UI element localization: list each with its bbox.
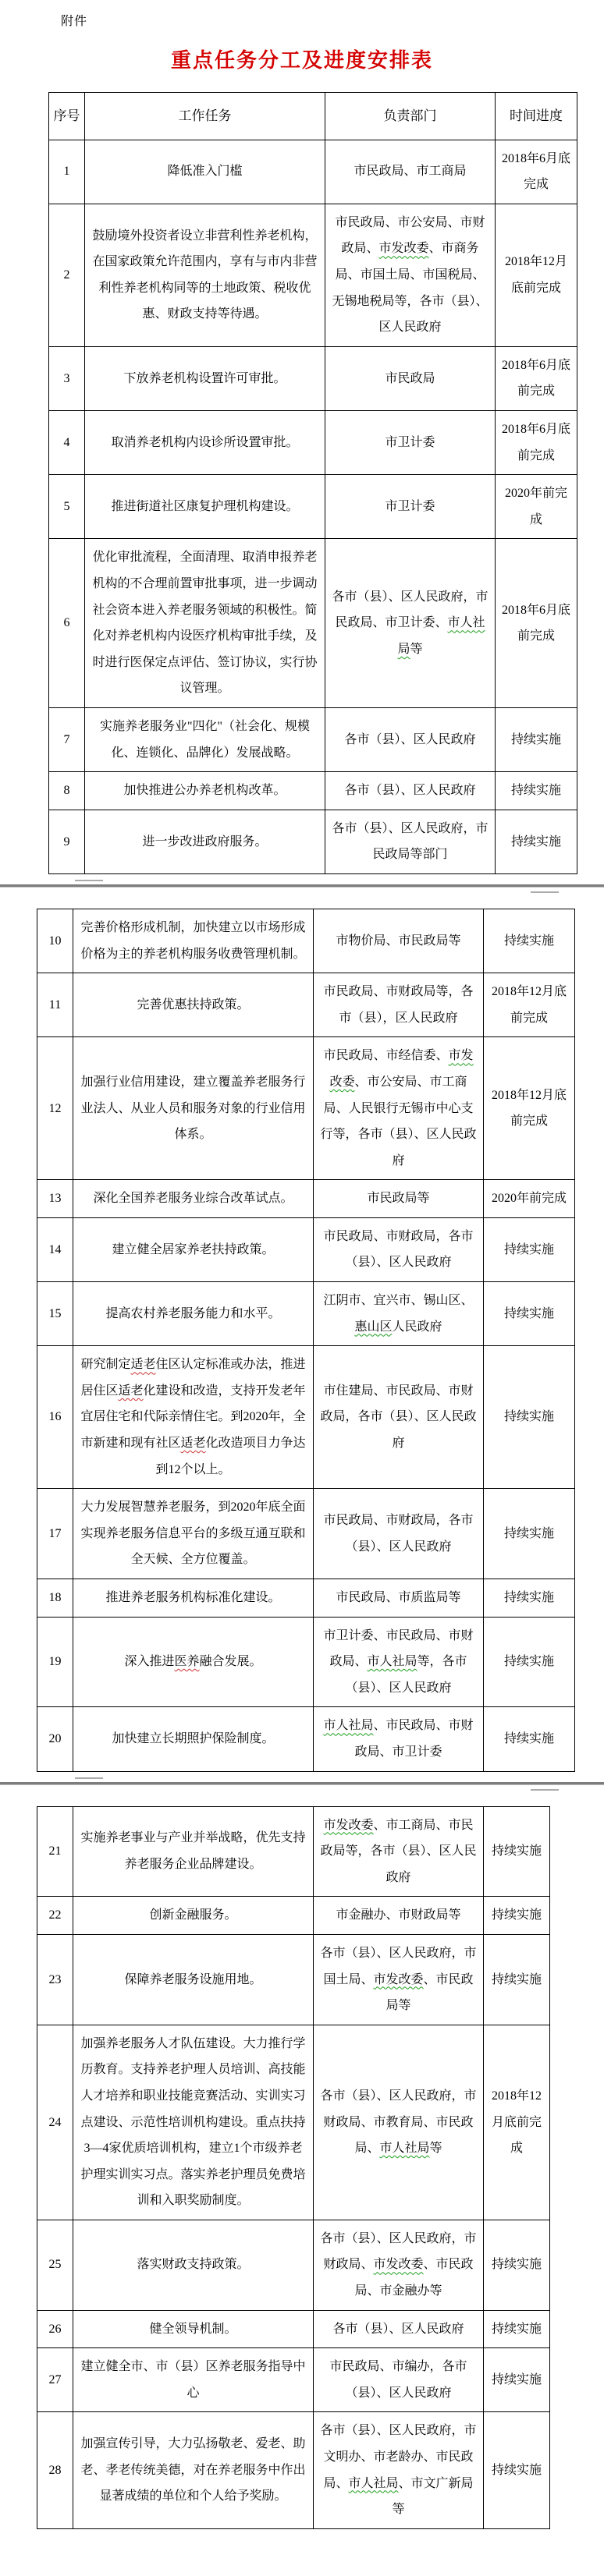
- row-dept-cell: 各市（县）、区人民政府，市民政局、市卫计委、市人社局等: [325, 539, 496, 708]
- row-dept-cell: 市卫计委、市民政局、市财政局、市人社局等，各市（县）、区人民政府: [314, 1617, 484, 1707]
- row-time-cell: 2020年前完成: [496, 475, 577, 539]
- row-task-cell: 优化审批流程，全面清理、取消申报养老机构的不合理前置审批事项，进一步调动社会资本进入养老服务领域的积极性。简化对养老机构内设医疗机构审批手续，及时进行医保定点评估、签订协议，实行协议管理。: [85, 539, 325, 708]
- row-task-cell: 大力发展智慧养老服务，到2020年底全面实现养老服务信息平台的多级互通互联和全天候、全方位覆盖。: [73, 1489, 314, 1579]
- table-row: [37, 1489, 575, 1579]
- row-time-cell: 2018年12月底前完成: [484, 2025, 550, 2220]
- row-dept-cell: 市物价局、市民政局等: [314, 909, 484, 973]
- page-break-line: [0, 884, 604, 888]
- row-index-cell: 25: [37, 2220, 73, 2310]
- row-dept-cell: 市人社局、市民政局、市财政局、市卫计委: [314, 1707, 484, 1771]
- row-index-cell: 19: [37, 1617, 73, 1707]
- row-dept-cell: 市民政局等: [314, 1180, 484, 1218]
- row-task-cell: 健全领导机制。: [73, 2310, 314, 2348]
- row-time-cell: 2018年6月底前完成: [496, 411, 577, 475]
- row-dept-cell: 各市（县）、区人民政府: [325, 707, 496, 771]
- row-task-cell: 加强行业信用建设，建立覆盖养老服务行业法人、从业人员和服务对象的行业信用体系。: [73, 1037, 314, 1180]
- page-break-tick-right: [531, 1789, 559, 1791]
- row-time-cell: 持续实施: [484, 1579, 575, 1618]
- row-index-cell: 24: [37, 2025, 73, 2220]
- row-task-cell: 加强宣传引导，大力弘扬敬老、爱老、助老、孝老传统美德，对在养老服务中作出显著成绩的单位和个人给予奖励。: [73, 2412, 314, 2528]
- header-index: 序号: [49, 93, 85, 140]
- row-task-cell: 保障养老服务设施用地。: [73, 1934, 314, 2025]
- row-time-cell: 持续实施: [484, 2220, 550, 2310]
- row-task-cell: 完善价格形成机制，加快建立以市场形成价格为主的养老机构服务收费管理机制。: [73, 909, 314, 973]
- table-row: [37, 1217, 575, 1281]
- row-time-cell: 2018年6月底前完成: [496, 346, 577, 410]
- row-index-cell: 18: [37, 1579, 73, 1618]
- row-time-cell: 持续实施: [484, 1617, 575, 1707]
- table-row: [37, 1037, 575, 1180]
- table-row: [49, 707, 577, 771]
- page-break-tick-left: [75, 1777, 103, 1779]
- row-task-cell: 实施养老服务业"四化"（社会化、规模化、连锁化、品牌化）发展战略。: [85, 707, 325, 771]
- table-row: [37, 1346, 575, 1489]
- row-dept-cell: 各市（县）、区人民政府: [314, 2310, 484, 2348]
- row-task-cell: 建立健全市、市（县）区养老服务指导中心: [73, 2348, 314, 2412]
- row-dept-cell: 市民政局: [325, 346, 496, 410]
- table-row: [49, 475, 577, 539]
- row-index-cell: 11: [37, 973, 73, 1037]
- table-row: [49, 772, 577, 810]
- row-time-cell: 持续实施: [484, 1934, 550, 2025]
- row-task-cell: 落实财政支持政策。: [73, 2220, 314, 2310]
- row-time-cell: 持续实施: [484, 1346, 575, 1489]
- row-index-cell: 15: [37, 1282, 73, 1346]
- row-task-cell: 进一步改进政府服务。: [85, 810, 325, 873]
- row-dept-cell: 市民政局、市经信委、市发改委、市公安局、市工商局、人民银行无锡市中心支行等，各市（县）、区人民政府: [314, 1037, 484, 1180]
- row-dept-cell: 市民政局、市财政局，各市（县）、区人民政府: [314, 1489, 484, 1579]
- table-row: [37, 2348, 550, 2412]
- row-dept-cell: 市民政局、市公安局、市财政局、市发改委、市商务局、市国土局、市国税局、无锡地税局等，各市（县）、区人民政府: [325, 204, 496, 346]
- document-page: [0, 11, 604, 2576]
- row-task-cell: 加快建立长期照护保险制度。: [73, 1707, 314, 1771]
- table-header-row: [49, 93, 577, 140]
- row-index-cell: 10: [37, 909, 73, 973]
- table-row: [37, 1806, 550, 1897]
- row-index-cell: 26: [37, 2310, 73, 2348]
- row-task-cell: 研究制定适老住区认定标准或办法，推进居住区适老化建设和改造，支持开发老年宜居住宅和代际亲情住宅。到2020年，全市新建和现有社区适老化改造项目力争达到12个以上。: [73, 1346, 314, 1489]
- row-task-cell: 实施养老事业与产业并举战略，优先支持养老服务企业品牌建设。: [73, 1806, 314, 1897]
- row-index-cell: 7: [49, 707, 85, 771]
- row-index-cell: 8: [49, 772, 85, 810]
- header-task: 工作任务: [85, 93, 325, 140]
- row-task-cell: 降低准入门槛: [85, 140, 325, 204]
- table-row: [37, 2310, 550, 2348]
- row-index-cell: 3: [49, 346, 85, 410]
- table-row: [37, 1579, 575, 1618]
- attachment-label: 附件: [61, 15, 88, 28]
- table-row: [49, 346, 577, 410]
- row-index-cell: 16: [37, 1346, 73, 1489]
- row-dept-cell: 各市（县）、区人民政府，市民政局等部门: [325, 810, 496, 873]
- row-dept-cell: 市卫计委: [325, 475, 496, 539]
- row-time-cell: 持续实施: [484, 2412, 550, 2528]
- row-index-cell: 23: [37, 1934, 73, 2025]
- row-dept-cell: 市卫计委: [325, 411, 496, 475]
- row-time-cell: 持续实施: [484, 1489, 575, 1579]
- row-index-cell: 28: [37, 2412, 73, 2528]
- bottom-margin: [0, 2529, 604, 2576]
- table-row: [37, 1617, 575, 1707]
- row-task-cell: 鼓励境外投资者设立非营利性养老机构，在国家政策允许范围内，享有与市内非营利性养老机构同等的土地政策、税收优惠、财政支持等待遇。: [85, 204, 325, 346]
- row-index-cell: 21: [37, 1806, 73, 1897]
- row-task-cell: 取消养老机构内设诊所设置审批。: [85, 411, 325, 475]
- table-row: [37, 1180, 575, 1218]
- row-time-cell: 2018年12月底前完成: [496, 204, 577, 346]
- row-index-cell: 6: [49, 539, 85, 708]
- row-task-cell: 深化全国养老服务业综合改革试点。: [73, 1180, 314, 1218]
- row-dept-cell: 各市（县）、区人民政府，市财政局、市教育局、市民政局、市人社局等: [314, 2025, 484, 2220]
- table-row: [37, 909, 575, 973]
- row-time-cell: 持续实施: [484, 1806, 550, 1897]
- row-dept-cell: 市金融办、市财政局等: [314, 1897, 484, 1935]
- page-break-line: [0, 1782, 604, 1785]
- table-row: [49, 810, 577, 873]
- row-time-cell: 持续实施: [484, 2310, 550, 2348]
- row-time-cell: 持续实施: [484, 909, 575, 973]
- row-index-cell: 17: [37, 1489, 73, 1579]
- row-time-cell: 2018年6月底前完成: [496, 539, 577, 708]
- table-row: [37, 2220, 550, 2310]
- table-row: [37, 1707, 575, 1771]
- row-dept-cell: 市民政局、市编办，各市（县）、区人民政府: [314, 2348, 484, 2412]
- row-dept-cell: 各市（县）、区人民政府: [325, 772, 496, 810]
- row-task-cell: 提高农村养老服务能力和水平。: [73, 1282, 314, 1346]
- row-task-cell: 创新金融服务。: [73, 1897, 314, 1935]
- row-index-cell: 12: [37, 1037, 73, 1180]
- row-task-cell: 加强养老服务人才队伍建设。大力推行学历教育。支持养老护理人员培训、高技能人才培养和职业技能竞赛活动、实训实习点建设、示范性培训机构建设。重点扶持3—4家优质培训机构，建立1个市级养老护理实训实习点。落实养老护理员免费培训和入职奖励制度。: [73, 2025, 314, 2220]
- table-row: [37, 1934, 550, 2025]
- row-dept-cell: 市民政局、市财政局，各市（县）、区人民政府: [314, 1217, 484, 1281]
- row-time-cell: 2020年前完成: [484, 1180, 575, 1218]
- table-row: [37, 1897, 550, 1935]
- row-time-cell: 持续实施: [484, 1282, 575, 1346]
- row-time-cell: 持续实施: [484, 1217, 575, 1281]
- row-time-cell: 持续实施: [496, 810, 577, 873]
- row-task-cell: 完善优惠扶持政策。: [73, 973, 314, 1037]
- row-time-cell: 持续实施: [484, 1897, 550, 1935]
- page-title: 重点任务分工及进度安排表: [170, 49, 433, 72]
- page-break-marker: [0, 1772, 604, 1797]
- table-row: [37, 2412, 550, 2528]
- row-task-cell: 推进街道社区康复护理机构建设。: [85, 475, 325, 539]
- table-row: [49, 539, 577, 708]
- task-table-page-2: [37, 909, 575, 1772]
- table-row: [37, 1282, 575, 1346]
- row-index-cell: 5: [49, 475, 85, 539]
- row-time-cell: 2018年6月底完成: [496, 140, 577, 204]
- row-index-cell: 22: [37, 1897, 73, 1935]
- row-index-cell: 1: [49, 140, 85, 204]
- row-index-cell: 4: [49, 411, 85, 475]
- task-table-page-1: [48, 92, 577, 874]
- header-time: 时间进度: [496, 93, 577, 140]
- row-task-cell: 建立健全居家养老扶持政策。: [73, 1217, 314, 1281]
- row-task-cell: 下放养老机构设置许可审批。: [85, 346, 325, 410]
- page-break-marker: [0, 874, 604, 899]
- header-dept: 负责部门: [325, 93, 496, 140]
- row-task-cell: 深入推进医养融合发展。: [73, 1617, 314, 1707]
- table-row: [37, 973, 575, 1037]
- row-index-cell: 20: [37, 1707, 73, 1771]
- table-row: [49, 140, 577, 204]
- row-dept-cell: 市民政局、市质监局等: [314, 1579, 484, 1618]
- row-dept-cell: 各市（县）、区人民政府，市国土局、市发改委、市民政局等: [314, 1934, 484, 2025]
- row-time-cell: 持续实施: [496, 707, 577, 771]
- row-dept-cell: 市民政局、市财政局等，各市（县），区人民政府: [314, 973, 484, 1037]
- row-time-cell: 2018年12月底前完成: [484, 973, 575, 1037]
- row-dept-cell: 江阴市、宜兴市、锡山区、惠山区人民政府: [314, 1282, 484, 1346]
- row-dept-cell: 市住建局、市民政局、市财政局，各市（县）、区人民政府: [314, 1346, 484, 1489]
- row-time-cell: 持续实施: [496, 772, 577, 810]
- row-index-cell: 13: [37, 1180, 73, 1218]
- table-row: [37, 2025, 550, 2220]
- row-index-cell: 2: [49, 204, 85, 346]
- page-break-tick-right: [531, 891, 559, 893]
- row-dept-cell: 市民政局、市工商局: [325, 140, 496, 204]
- row-index-cell: 9: [49, 810, 85, 873]
- row-task-cell: 加快推进公办养老机构改革。: [85, 772, 325, 810]
- row-dept-cell: 市发改委、市工商局、市民政局等，各市（县）、区人民政府: [314, 1806, 484, 1897]
- row-dept-cell: 各市（县）、区人民政府，市文明办、市老龄办、市民政局、市人社局、市文广新局等: [314, 2412, 484, 2528]
- page-break-tick-left: [75, 880, 103, 881]
- row-time-cell: 持续实施: [484, 1707, 575, 1771]
- row-index-cell: 14: [37, 1217, 73, 1281]
- row-task-cell: 推进养老服务机构标准化建设。: [73, 1579, 314, 1618]
- task-table-page-3: [37, 1806, 550, 2529]
- row-time-cell: 持续实施: [484, 2348, 550, 2412]
- row-dept-cell: 各市（县）、区人民政府，市财政局、市发改委、市民政局、市金融办等: [314, 2220, 484, 2310]
- table-row: [49, 204, 577, 346]
- table-row: [49, 411, 577, 475]
- row-index-cell: 27: [37, 2348, 73, 2412]
- row-time-cell: 2018年12月底前完成: [484, 1037, 575, 1180]
